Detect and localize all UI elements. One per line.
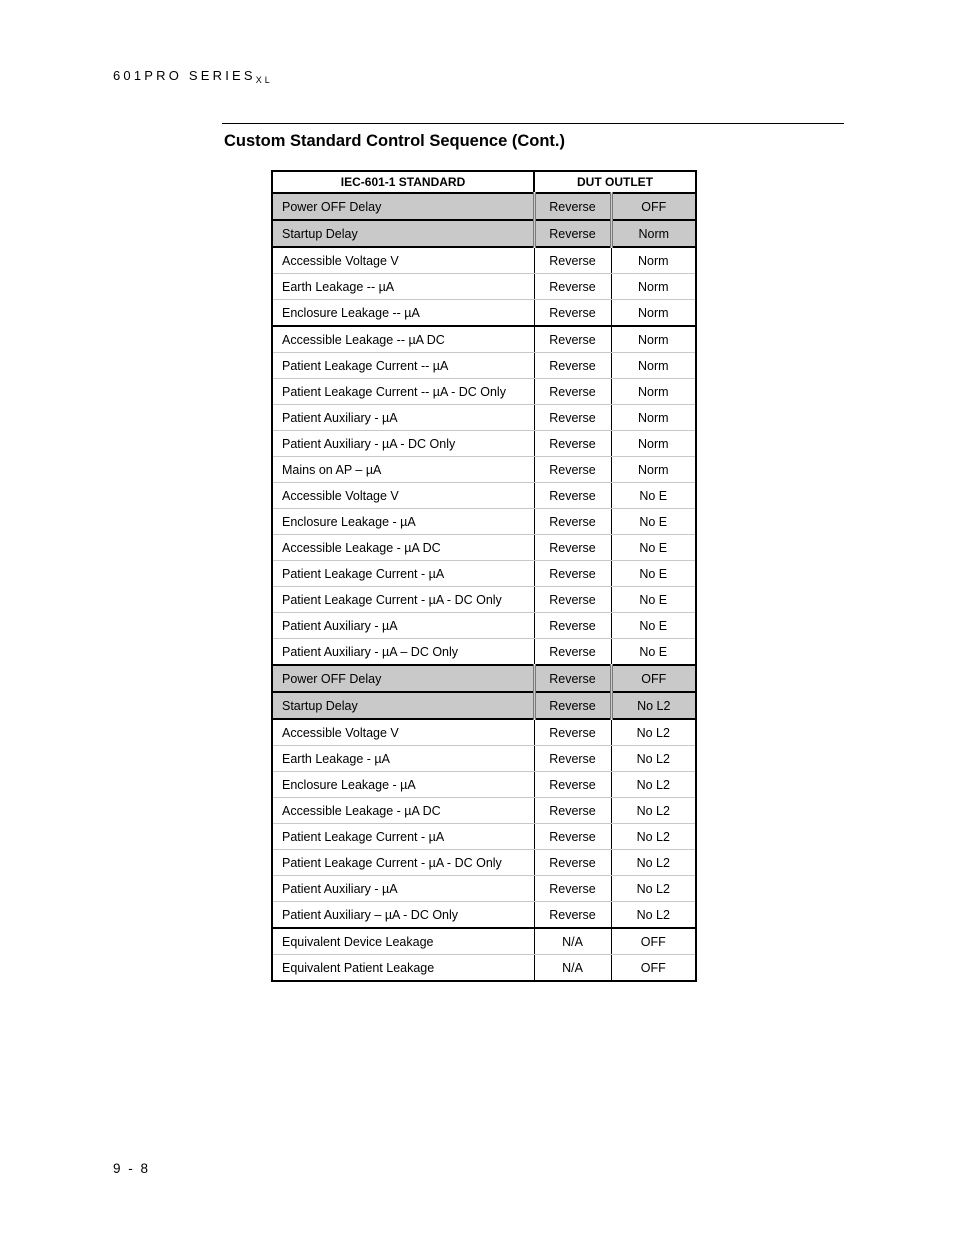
test-name-cell: Patient Auxiliary - µA – DC Only	[272, 639, 534, 666]
test-name-cell: Accessible Voltage V	[272, 483, 534, 509]
section-title: Custom Standard Control Sequence (Cont.)	[224, 132, 566, 150]
table-row	[272, 798, 696, 824]
table-row	[272, 457, 696, 483]
polarity-cell: Reverse	[534, 798, 611, 824]
table-row	[272, 483, 696, 509]
test-name-cell: Power OFF Delay	[272, 665, 534, 692]
table-row	[272, 220, 696, 247]
polarity-cell: Reverse	[534, 665, 611, 692]
polarity-cell: Reverse	[534, 772, 611, 798]
test-name-cell: Earth Leakage - µA	[272, 746, 534, 772]
outlet-setting-cell: Norm	[611, 220, 696, 247]
polarity-cell: Reverse	[534, 587, 611, 613]
series-suffix: XL	[255, 75, 273, 85]
outlet-setting-cell: OFF	[611, 955, 696, 982]
series-name: 601PRO SERIES	[113, 68, 256, 83]
table-row	[272, 274, 696, 300]
polarity-cell: Reverse	[534, 193, 611, 220]
test-name-cell: Patient Leakage Current -- µA - DC Only	[272, 379, 534, 405]
outlet-setting-cell: Norm	[611, 405, 696, 431]
table-row	[272, 535, 696, 561]
test-name-cell: Accessible Leakage -- µA DC	[272, 326, 534, 353]
polarity-cell: Reverse	[534, 405, 611, 431]
table-row	[272, 509, 696, 535]
table-row	[272, 326, 696, 353]
table-row	[272, 719, 696, 746]
test-name-cell: Patient Auxiliary - µA - DC Only	[272, 431, 534, 457]
polarity-cell: Reverse	[534, 353, 611, 379]
column-header-dut-outlet: DUT OUTLET	[534, 171, 696, 193]
table-row	[272, 379, 696, 405]
outlet-setting-cell: No L2	[611, 719, 696, 746]
table-row	[272, 587, 696, 613]
test-name-cell: Mains on AP – µA	[272, 457, 534, 483]
page-number: 9 - 8	[113, 1161, 151, 1176]
outlet-setting-cell: No E	[611, 483, 696, 509]
test-name-cell: Patient Auxiliary - µA	[272, 613, 534, 639]
test-name-cell: Accessible Leakage - µA DC	[272, 535, 534, 561]
test-name-cell: Enclosure Leakage - µA	[272, 509, 534, 535]
table-row	[272, 876, 696, 902]
test-name-cell: Earth Leakage -- µA	[272, 274, 534, 300]
polarity-cell: Reverse	[534, 274, 611, 300]
test-name-cell: Accessible Voltage V	[272, 247, 534, 274]
polarity-cell: Reverse	[534, 300, 611, 327]
test-name-cell: Equivalent Patient Leakage	[272, 955, 534, 982]
outlet-setting-cell: No L2	[611, 876, 696, 902]
running-header	[113, 68, 273, 85]
polarity-cell: Reverse	[534, 247, 611, 274]
polarity-cell: Reverse	[534, 509, 611, 535]
table-header-row	[272, 171, 696, 193]
table-row	[272, 746, 696, 772]
control-sequence-table	[271, 170, 697, 982]
outlet-setting-cell: OFF	[611, 193, 696, 220]
outlet-setting-cell: No L2	[611, 902, 696, 929]
polarity-cell: Reverse	[534, 613, 611, 639]
polarity-cell: N/A	[534, 955, 611, 982]
test-name-cell: Patient Auxiliary - µA	[272, 405, 534, 431]
test-name-cell: Startup Delay	[272, 220, 534, 247]
table-row	[272, 353, 696, 379]
outlet-setting-cell: Norm	[611, 300, 696, 327]
table-body	[272, 193, 696, 981]
polarity-cell: Reverse	[534, 561, 611, 587]
polarity-cell: Reverse	[534, 692, 611, 719]
outlet-setting-cell: Norm	[611, 247, 696, 274]
table-row	[272, 405, 696, 431]
outlet-setting-cell: Norm	[611, 353, 696, 379]
column-header-standard: IEC-601-1 STANDARD	[272, 171, 534, 193]
polarity-cell: Reverse	[534, 719, 611, 746]
polarity-cell: Reverse	[534, 220, 611, 247]
test-name-cell: Accessible Leakage - µA DC	[272, 798, 534, 824]
table-row	[272, 431, 696, 457]
outlet-setting-cell: No E	[611, 639, 696, 666]
outlet-setting-cell: No E	[611, 561, 696, 587]
outlet-setting-cell: Norm	[611, 326, 696, 353]
table-row	[272, 772, 696, 798]
outlet-setting-cell: No L2	[611, 850, 696, 876]
table-row	[272, 639, 696, 666]
outlet-setting-cell: No L2	[611, 824, 696, 850]
outlet-setting-cell: OFF	[611, 665, 696, 692]
polarity-cell: Reverse	[534, 876, 611, 902]
table-row	[272, 247, 696, 274]
test-name-cell: Patient Leakage Current - µA	[272, 561, 534, 587]
outlet-setting-cell: No E	[611, 587, 696, 613]
outlet-setting-cell: No L2	[611, 798, 696, 824]
test-name-cell: Patient Auxiliary – µA - DC Only	[272, 902, 534, 929]
section-rule	[222, 123, 844, 124]
polarity-cell: N/A	[534, 928, 611, 955]
polarity-cell: Reverse	[534, 483, 611, 509]
table-row	[272, 561, 696, 587]
table-row	[272, 665, 696, 692]
test-name-cell: Enclosure Leakage -- µA	[272, 300, 534, 327]
polarity-cell: Reverse	[534, 535, 611, 561]
polarity-cell: Reverse	[534, 431, 611, 457]
polarity-cell: Reverse	[534, 902, 611, 929]
table-row	[272, 300, 696, 327]
polarity-cell: Reverse	[534, 639, 611, 666]
outlet-setting-cell: No L2	[611, 772, 696, 798]
outlet-setting-cell: No E	[611, 613, 696, 639]
outlet-setting-cell: Norm	[611, 431, 696, 457]
table-row	[272, 692, 696, 719]
test-name-cell: Patient Auxiliary - µA	[272, 876, 534, 902]
polarity-cell: Reverse	[534, 746, 611, 772]
outlet-setting-cell: OFF	[611, 928, 696, 955]
outlet-setting-cell: No L2	[611, 692, 696, 719]
outlet-setting-cell: No E	[611, 535, 696, 561]
outlet-setting-cell: No L2	[611, 746, 696, 772]
test-name-cell: Startup Delay	[272, 692, 534, 719]
table-row	[272, 613, 696, 639]
polarity-cell: Reverse	[534, 379, 611, 405]
test-name-cell: Patient Leakage Current -- µA	[272, 353, 534, 379]
polarity-cell: Reverse	[534, 824, 611, 850]
polarity-cell: Reverse	[534, 457, 611, 483]
test-name-cell: Patient Leakage Current - µA - DC Only	[272, 850, 534, 876]
test-name-cell: Patient Leakage Current - µA	[272, 824, 534, 850]
table-row	[272, 824, 696, 850]
outlet-setting-cell: Norm	[611, 457, 696, 483]
test-name-cell: Enclosure Leakage - µA	[272, 772, 534, 798]
polarity-cell: Reverse	[534, 326, 611, 353]
outlet-setting-cell: Norm	[611, 274, 696, 300]
test-name-cell: Equivalent Device Leakage	[272, 928, 534, 955]
table-row	[272, 850, 696, 876]
test-name-cell: Patient Leakage Current - µA - DC Only	[272, 587, 534, 613]
table-row	[272, 955, 696, 982]
test-name-cell: Power OFF Delay	[272, 193, 534, 220]
table-row	[272, 193, 696, 220]
table-row	[272, 928, 696, 955]
table-row	[272, 902, 696, 929]
polarity-cell: Reverse	[534, 850, 611, 876]
outlet-setting-cell: Norm	[611, 379, 696, 405]
outlet-setting-cell: No E	[611, 509, 696, 535]
test-name-cell: Accessible Voltage V	[272, 719, 534, 746]
